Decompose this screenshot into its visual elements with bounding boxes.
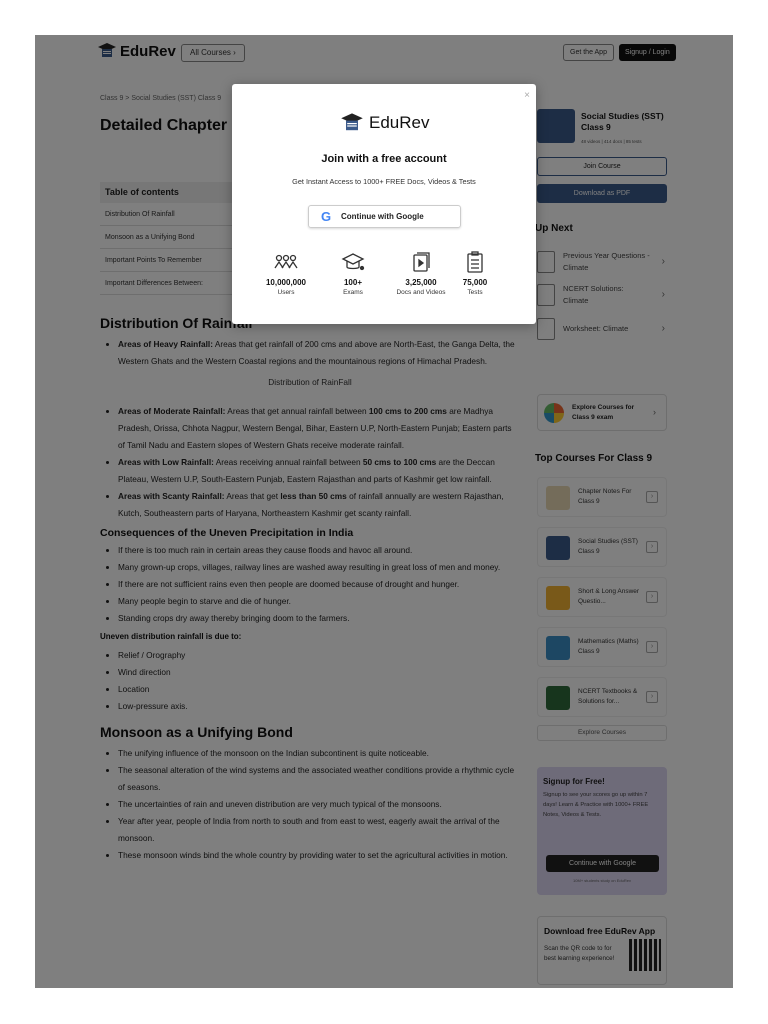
google-button-label: Continue with Google xyxy=(341,212,424,221)
stat-exams xyxy=(323,250,383,296)
modal-logo xyxy=(340,112,429,134)
users-icon xyxy=(256,250,316,274)
tests-icon xyxy=(445,250,505,274)
graduation-cap-icon xyxy=(340,112,364,134)
close-icon[interactable]: × xyxy=(524,90,530,101)
stat-label: Docs and Videos xyxy=(396,289,446,296)
modal-logo-text: EduRev xyxy=(369,113,430,132)
stat-tests xyxy=(445,250,505,296)
google-icon: G xyxy=(321,209,332,224)
stat-value: 100+ xyxy=(343,278,363,287)
modal-subheading: Get Instant Access to 1000+ FREE Docs, Videos & Tests xyxy=(292,177,476,186)
stat-label: Exams xyxy=(343,289,363,296)
stat-label: Users xyxy=(277,289,295,296)
signup-modal xyxy=(232,84,536,324)
graduation-cap-icon xyxy=(323,250,383,274)
stat-value: 75,000 xyxy=(462,278,488,287)
stat-docs-videos xyxy=(391,250,451,296)
stat-value: 10,000,000 xyxy=(265,278,307,287)
stat-value: 3,25,000 xyxy=(405,278,437,287)
modal-heading: Join with a free account xyxy=(321,153,447,165)
continue-with-google-button[interactable] xyxy=(308,205,461,228)
docs-videos-icon xyxy=(391,250,451,274)
stat-users xyxy=(256,250,316,296)
stat-label: Tests xyxy=(467,289,483,296)
